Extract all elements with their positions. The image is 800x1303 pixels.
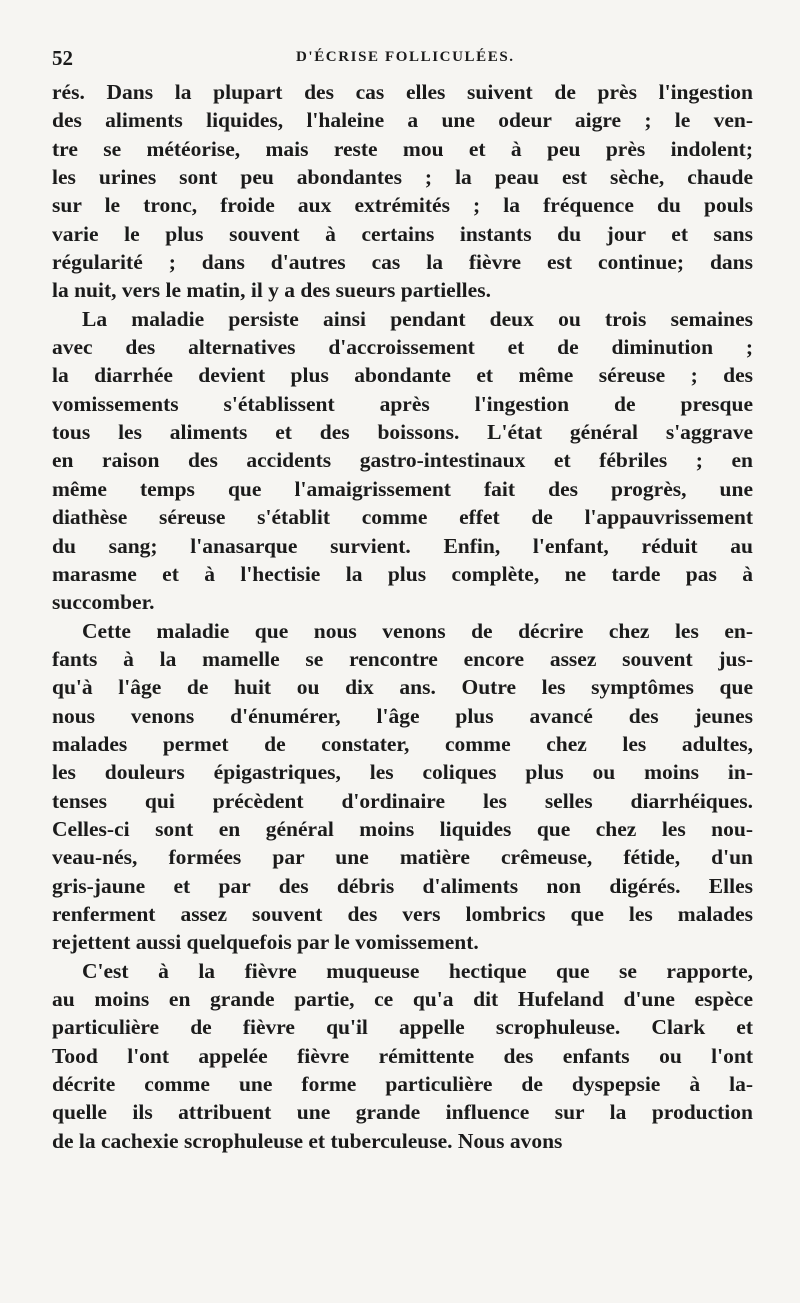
text-line: vomissements s'établissent après l'ingestion de presque (52, 391, 753, 416)
text-line: Celles-ci sont en général moins liquides que chez les nou- (52, 816, 753, 841)
paragraph-3 (52, 617, 753, 957)
paragraph-4 (52, 957, 753, 1155)
text-line: au moins en grande partie, ce qu'a dit Hufeland d'une espèce (52, 987, 753, 1011)
text-line: La maladie persiste ainsi pendant deux ou trois semaines (82, 306, 753, 331)
text-line: les urines sont peu abondantes ; la peau est sèche, chaude (52, 165, 753, 190)
text-line: C'est à la fièvre muqueuse hectique que se rapporte, (82, 958, 753, 983)
text-line: particulière de fièvre qu'il appelle scrophuleuse. Clark et (52, 1015, 753, 1040)
text-line: nous venons d'énumérer, l'âge plus avancé des jeunes (52, 703, 753, 728)
text-line: même temps que l'amaigrissement fait des progrès, une (52, 476, 753, 501)
paragraph-1 (52, 78, 753, 305)
running-title: D'ÉCRISE FOLLICULÉES. (296, 49, 515, 65)
text-line: renferment assez souvent des vers lombrics que les malades (52, 901, 753, 926)
text-line: régularité ; dans d'autres cas la fièvre est continue; dans (52, 250, 753, 275)
text-line: de la cachexie scrophuleuse et tuberculeuse. Nous avons (52, 1128, 563, 1153)
text-line: sur le tronc, froide aux extrémités ; la fréquence du pouls (52, 193, 753, 218)
text-line: tre se météorise, mais reste mou et à peu près indolent; (52, 136, 753, 161)
text-line: varie le plus souvent à certains instants du jour et sans (52, 221, 753, 246)
running-head (52, 44, 752, 74)
body-text (52, 78, 753, 1155)
text-line: veau-nés, formées par une matière crêmeuse, fétide, d'un (52, 845, 753, 870)
text-line: tenses qui précèdent d'ordinaire les selles diarrhéiques. (52, 788, 753, 813)
text-line: diathèse séreuse s'établit comme effet de l'appauvrissement (52, 505, 753, 530)
text-line: rejettent aussi quelquefois par le vomissement. (52, 930, 479, 955)
text-line: marasme et à l'hectisie la plus complète, ne tarde pas à (52, 561, 753, 586)
paragraph-2 (52, 305, 753, 617)
text-line: la nuit, vers le matin, il y a des sueurs partielles. (52, 278, 491, 303)
text-line: quelle ils attribuent une grande influence sur la production (52, 1100, 753, 1125)
text-line: du sang; l'anasarque survient. Enfin, l'enfant, réduit au (52, 533, 753, 558)
text-line: succomber. (52, 590, 155, 615)
text-line: décrite comme une forme particulière de dyspepsie à la- (52, 1072, 753, 1097)
text-line: Cette maladie que nous venons de décrire chez les en- (82, 618, 753, 643)
text-line: tous les aliments et des boissons. L'état général s'aggrave (52, 420, 753, 445)
text-line: gris-jaune et par des débris d'aliments non digérés. Elles (52, 873, 753, 898)
text-line: rés. Dans la plupart des cas elles suivent de près l'ingestion (52, 80, 753, 104)
text-line: des aliments liquides, l'haleine a une odeur aigre ; le ven- (52, 108, 753, 133)
text-line: les douleurs épigastriques, les coliques plus ou moins in- (52, 760, 753, 785)
text-line: fants à la mamelle se rencontre encore assez souvent jus- (52, 646, 753, 671)
text-line: en raison des accidents gastro-intestinaux et fébriles ; en (52, 448, 753, 473)
text-line: malades permet de constater, comme chez les adultes, (52, 731, 753, 756)
text-line: Tood l'ont appelée fièvre rémittente des enfants ou l'ont (52, 1043, 753, 1068)
text-line: qu'à l'âge de huit ou dix ans. Outre les symptômes que (52, 675, 753, 700)
text-line: la diarrhée devient plus abondante et même séreuse ; des (52, 363, 753, 388)
page-number: 52 (52, 46, 73, 70)
text-line: avec des alternatives d'accroissement et de diminution ; (52, 335, 753, 360)
